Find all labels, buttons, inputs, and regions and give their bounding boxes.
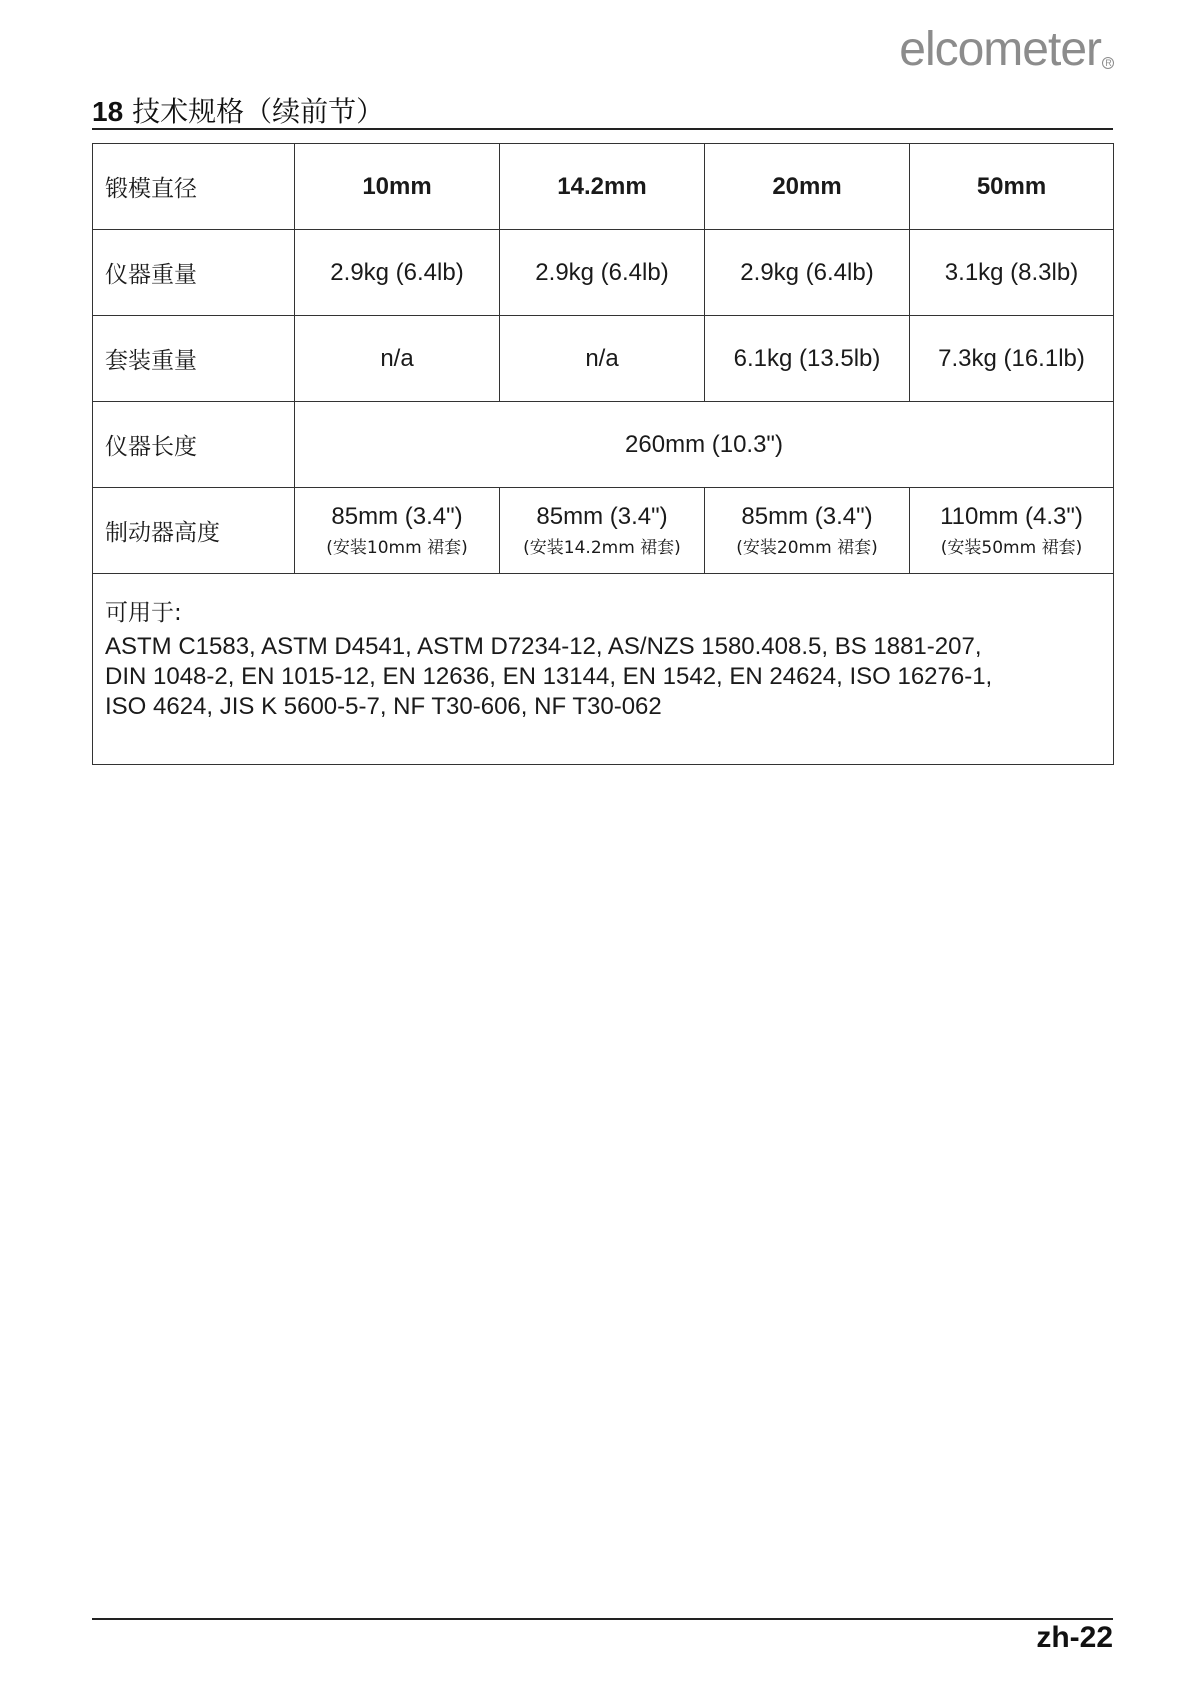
table-row (93, 488, 1114, 574)
page-number: zh-22 (1036, 1621, 1113, 1654)
standards-label: 可用于: (105, 600, 182, 626)
row-label-kit-weight: 套装重量 (93, 316, 295, 402)
elcometer-logo (899, 22, 1114, 77)
row-label-gauge-weight: 仪器重量 (93, 230, 295, 316)
table-cell: n/a (295, 316, 500, 402)
col-header: 20mm (705, 144, 910, 230)
table-cell: 2.9kg (6.4lb) (295, 230, 500, 316)
standards-line: ISO 4624, JIS K 5600-5-7, NF T30-606, NF T30-062 (105, 693, 662, 720)
table-row (93, 230, 1114, 316)
standards-row (93, 574, 1114, 765)
table-cell: 3.1kg (8.3lb) (910, 230, 1114, 316)
logo-text: elcometer (899, 23, 1101, 76)
col-header: 50mm (910, 144, 1114, 230)
table-cell: 7.3kg (16.1lb) (910, 316, 1114, 402)
table-cell (705, 488, 910, 574)
table-cell-merged: 260mm (10.3") (295, 402, 1114, 488)
spec-table (92, 143, 1114, 765)
row-label-die-diameter: 锻模直径 (93, 144, 295, 230)
table-cell: 2.9kg (6.4lb) (705, 230, 910, 316)
table-row (93, 402, 1114, 488)
table-cell (500, 488, 705, 574)
table-row (93, 316, 1114, 402)
standards-line: ASTM C1583, ASTM D4541, ASTM D7234-12, AS/NZS 1580.408.5, BS 1881-207, (105, 633, 982, 660)
cell-value: 85mm (3.4") (536, 503, 668, 530)
cell-value: 110mm (4.3") (940, 503, 1083, 530)
table-cell: 6.1kg (13.5lb) (705, 316, 910, 402)
row-label-actuator-height: 制动器高度 (93, 488, 295, 574)
cell-value: 85mm (3.4") (741, 503, 873, 530)
cell-note: (安装20mm 裙套) (736, 538, 878, 558)
standards-cell (93, 574, 1114, 765)
registered-icon: R (1102, 57, 1114, 69)
section-number: 18 (92, 96, 124, 127)
footer-divider (92, 1618, 1113, 1620)
standards-line: DIN 1048-2, EN 1015-12, EN 12636, EN 13144, EN 1542, EN 24624, ISO 16276-1, (105, 663, 993, 690)
title-divider (92, 128, 1113, 130)
section-title (92, 90, 384, 130)
row-label-gauge-length: 仪器长度 (93, 402, 295, 488)
col-header: 10mm (295, 144, 500, 230)
cell-value: 85mm (3.4") (331, 503, 463, 530)
table-header-row (93, 144, 1114, 230)
col-header: 14.2mm (500, 144, 705, 230)
table-cell: 2.9kg (6.4lb) (500, 230, 705, 316)
table-cell (295, 488, 500, 574)
section-title-text: 技术规格（续前节） (132, 95, 385, 128)
table-cell (910, 488, 1114, 574)
cell-note: (安装14.2mm 裙套) (523, 538, 681, 558)
table-cell: n/a (500, 316, 705, 402)
cell-note: (安装50mm 裙套) (940, 538, 1083, 558)
cell-note: (安装10mm 裙套) (326, 538, 468, 558)
